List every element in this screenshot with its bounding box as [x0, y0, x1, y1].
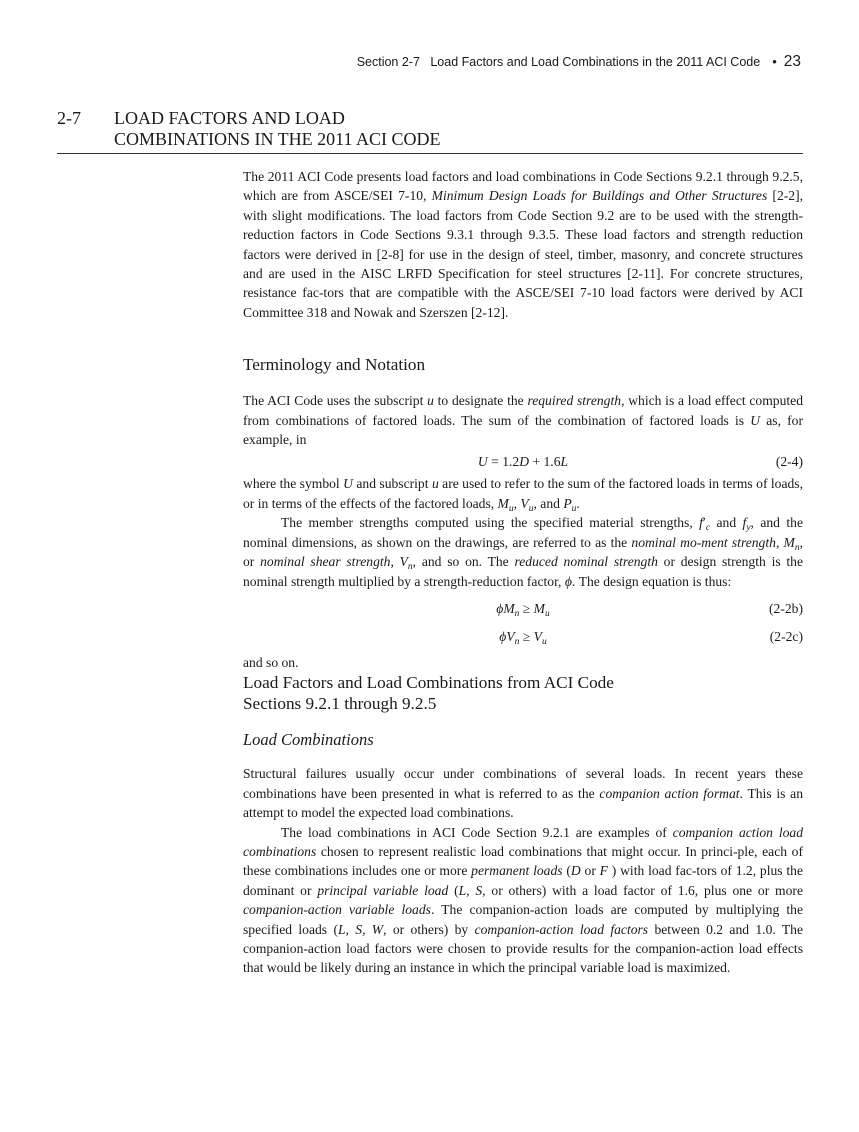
equation-2-2b-number: (2-2b) — [769, 600, 803, 616]
section-title-line-2: COMBINATIONS IN THE 2011 ACI CODE — [114, 129, 441, 149]
equation-2-2c — [243, 624, 803, 649]
terminology-paragraph-1: The ACI Code uses the subscript u to designate the required strength, which is a load effect computed from combinations of factored loads. The sum of the combination of factored loads is U as, for example, in — [243, 393, 804, 448]
running-head — [357, 53, 801, 71]
section-heading — [57, 108, 803, 150]
equation-2-4 — [243, 449, 803, 474]
terminology-heading: Terminology and Notation — [243, 355, 426, 375]
equation-2-2c-number: (2-2c) — [769, 628, 803, 644]
load-combinations-paragraph-2: The load combinations in ACI Code Section 9.2.1 are examples of companion action load combinations chosen to represent realistic load combinations that might occur. In princi-ple, each of these combinations includes one or more permanent loads (D or F ) with load fac-tors of 1.2, plus the dominant or principal variable load (L, S, or others) with a load factor of 1.6, plus one or more companion-action variable loads. The companion-action loads are computed by multiplying the specified loads (L, S, W, or others) by companion-action load factors between 0.2 and 1.0. The companion-action load factors were chosen to provide results for the companion-action load effects that would be likely during an instance in which the principal variable load is maximized. — [243, 824, 803, 976]
section-number: 2-7 — [57, 108, 81, 128]
equation-2-2b — [243, 596, 803, 621]
load-factors-heading-line-2: Sections 9.2.1 through 9.2.5 — [243, 694, 437, 714]
equation-2-4-number: (2-4) — [775, 454, 803, 470]
and-so-on-text: and so on. — [243, 654, 299, 670]
equation-2-4-expression: U = 1.2D + 1.6L — [477, 454, 569, 470]
load-factors-heading — [243, 672, 803, 714]
section-title — [114, 108, 803, 150]
page-number: 23 — [783, 53, 801, 70]
body-column — [243, 167, 803, 978]
terminology-paragraph-2: where the symbol U and subscript u are used to refer to the sum of the factored loads in terms of loads, or in terms of the effects of the factored loads, $M_u$, $V_u$, and $P_u$. — [243, 476, 803, 514]
intro-paragraph: The 2011 ACI Code presents load factors and load combinations in Code Sections 9.2.1 through 9.2.5, which are from ASCE/SEI 7-10, Minimum Design Loads for Buildings and Other Structures [2-2], with slight modifications. The load factors from Code Section 9.2 are to be used with the strength-reduction factors in Code Sections 9.3.1 through 9.3.5. These load factors and strength reduction factors were derived in [2-8] for use in the design of steel, timber, masonry, and concrete structures and are used in the AISC LRFD Specification for steel structures [2-11]. For concrete structures, resistance fac-tors that are compatible with the ASCE/SEI 7-10 load factors were derived by ACI Committee 318 and Nowak and Szerszen [2-12]. — [243, 169, 803, 320]
load-combinations-subheading: Load Combinations — [243, 730, 374, 750]
equation-2-2b-expression: $\phi M_n \ge M_u$ — [496, 600, 550, 619]
section-title-line-1: LOAD FACTORS AND LOAD — [114, 108, 345, 128]
load-factors-heading-line-1: Load Factors and Load Combinations from ACI Code — [243, 673, 614, 693]
load-combinations-paragraph-1: Structural failures usually occur under combinations of several loads. In recent years these combinations have been presented in what is referred to as the companion action format. This is an attempt to model the expected load combinations. — [243, 766, 803, 821]
terminology-paragraph-3: The member strengths computed using the specified material strengths, $f'_c$ and $f_y$, and the nominal dimensions, as shown on the drawings, are referred to as the nominal mo-ment strength, $M_n$, or nominal shear strength, $V_n$, and so on. The reduced nominal strength or design strength is the nominal strength multiplied by a strength-reduction factor, ϕ. The design equation is thus: — [243, 515, 803, 589]
section-rule — [57, 153, 803, 154]
equation-2-2c-expression: $\phi V_n \ge V_u$ — [499, 628, 547, 647]
running-head-title: Section 2-7 Load Factors and Load Combinations in the 2011 ACI Code — [356, 55, 761, 69]
running-head-bullet: • — [772, 54, 777, 69]
